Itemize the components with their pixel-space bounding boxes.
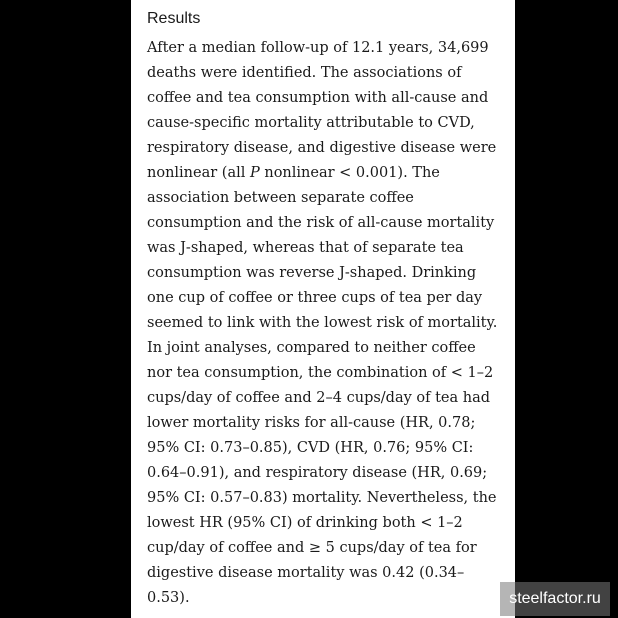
paragraph-line: cause-specific mortality attributable to CVD,: [147, 115, 475, 131]
paragraph-line: lower mortality risks for all-cause (HR, 0.78;: [147, 415, 476, 431]
paragraph-line: In joint analyses, compared to neither coffee: [147, 340, 476, 356]
watermark: steelfactor.ru: [500, 582, 610, 616]
paragraph-line: After a median follow-up of 12.1 years, 34,699: [147, 40, 489, 56]
paragraph-line: respiratory disease, and digestive disease were: [147, 140, 497, 156]
paragraph-line: 0.64–0.91), and respiratory disease (HR, 0.69;: [147, 465, 488, 481]
paragraph-line: was J-shaped, whereas that of separate tea: [147, 240, 464, 256]
paragraph-line: 95% CI: 0.73–0.85), CVD (HR, 0.76; 95% CI:: [147, 440, 474, 456]
paragraph-line: consumption and the risk of all-cause mortality: [147, 215, 495, 231]
paragraph-line: one cup of coffee or three cups of tea per day: [147, 290, 483, 306]
paragraph-line: consumption was reverse J-shaped. Drinking: [147, 265, 477, 281]
article-content-panel: [131, 0, 515, 618]
paragraph-line: digestive disease mortality was 0.42 (0.34–: [147, 565, 465, 581]
paragraph-line: association between separate coffee: [147, 190, 414, 206]
paragraph-line: cup/day of coffee and ≥ 5 cups/day of tea for: [147, 540, 477, 556]
paragraph-line: seemed to link with the lowest risk of mortality.: [147, 315, 498, 331]
paragraph-line: cups/day of coffee and 2–4 cups/day of tea had: [147, 390, 491, 406]
paragraph-line: lowest HR (95% CI) of drinking both < 1–2: [147, 515, 463, 531]
paragraph-line: nor tea consumption, the combination of < 1–2: [147, 365, 494, 381]
results-paragraph: [147, 36, 501, 611]
paragraph-line: coffee and tea consumption with all-cause and: [147, 90, 489, 106]
paragraph-line: deaths were identified. The associations of: [147, 65, 462, 81]
paragraph-line: 95% CI: 0.57–0.83) mortality. Nevertheless, the: [147, 490, 497, 506]
paragraph-line: 0.53).: [147, 590, 190, 606]
results-heading: Results: [147, 10, 201, 27]
paragraph-line: nonlinear (all P nonlinear < 0.001). The: [147, 165, 440, 181]
